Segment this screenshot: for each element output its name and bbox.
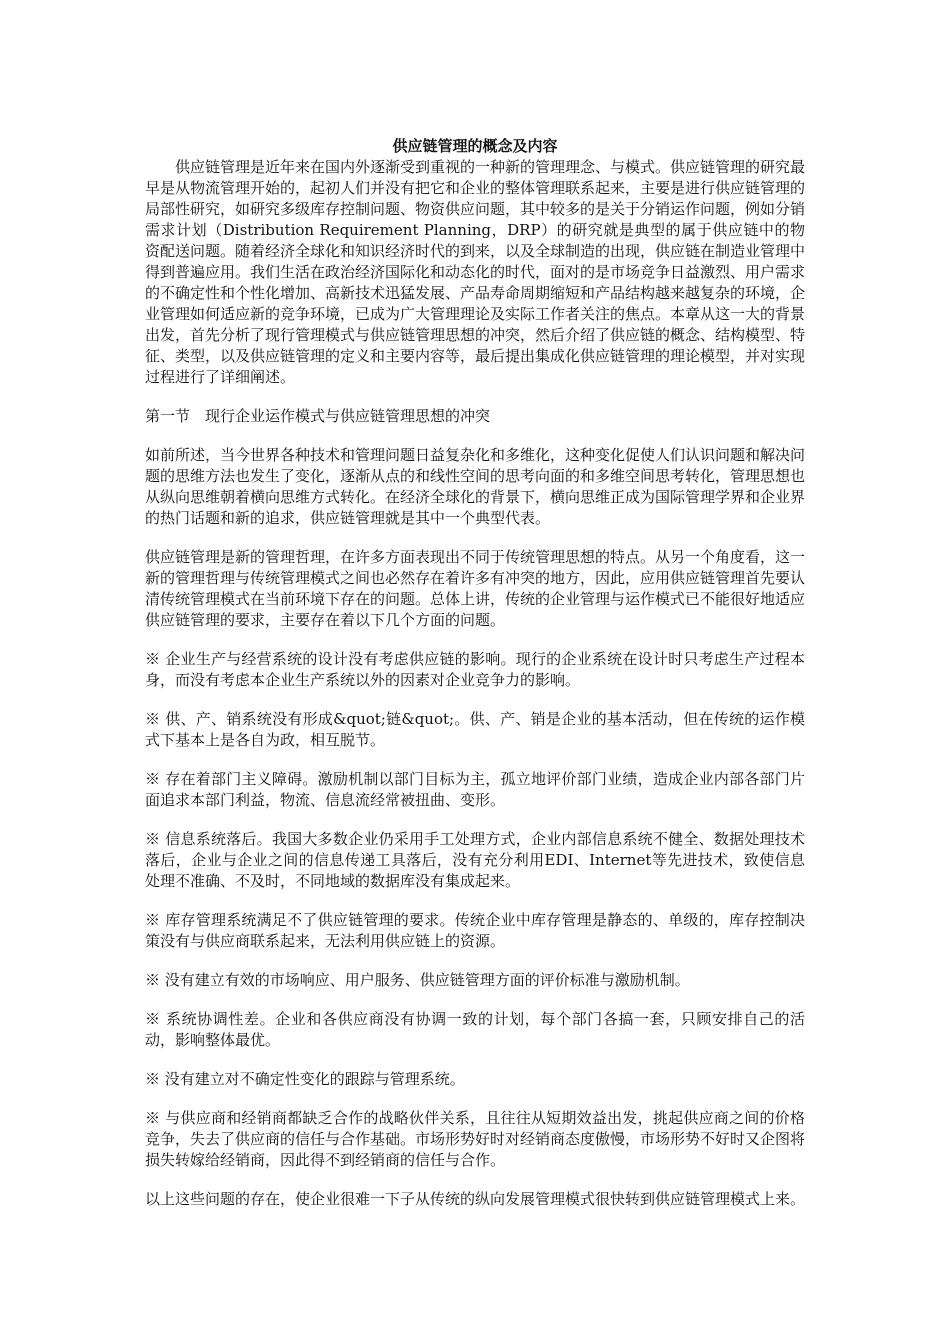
body-paragraph: 如前所述，当今世界各种技术和管理问题日益复杂化和多维化，这种变化促使人们认识问题和解决问题的思维方法也发生了变化，逐渐从点的和线性空间的思考向面的和多维空间思考转化，管理思想也从纵向思维朝着横向思维方式转化。在经济全球化的背景下，横向思维正成为国际管理学界和企业界的热门话题和新的追求，供应链管理就是其中一个典型代表。 bbox=[145, 446, 806, 527]
problem-item: ※ 存在着部门主义障碍。激励机制以部门目标为主，孤立地评价部门业绩，造成企业内部各部门片面追求本部门利益，物流、信息流经常被扭曲、变形。 bbox=[145, 770, 805, 809]
problem-item: ※ 库存管理系统满足不了供应链管理的要求。传统企业中库存管理是静态的、单级的，库存控制决策没有与供应商联系起来，无法利用供应链上的资源。 bbox=[145, 911, 805, 950]
problem-item: ※ 企业生产与经营系统的设计没有考虑供应链的影响。现行的企业系统在设计时只考虑生产过程本身，而没有考虑本企业生产系统以外的因素对企业竞争力的影响。 bbox=[145, 650, 805, 689]
problem-item: ※ 信息系统落后。我国大多数企业仍采用手工处理方式，企业内部信息系统不健全、数据处理技术落后，企业与企业之间的信息传递工具落后，没有充分利用EDI、Internet等先进技术，致使信息处理不准确、不及时，不同地域的数据库没有集成起来。 bbox=[145, 830, 805, 890]
problem-item: ※ 供、产、销系统没有形成&quot;链&quot;。供、产、销是企业的基本活动，但在传统的运作模式下基本上是各自为政，相互脱节。 bbox=[145, 710, 805, 749]
document-page bbox=[145, 136, 805, 1210]
problem-item: ※ 没有建立对不确定性变化的跟踪与管理系统。 bbox=[145, 1070, 465, 1088]
conclusion-paragraph: 以上这些问题的存在，使企业很难一下子从传统的纵向发展管理模式很快转到供应链管理模式上来。 bbox=[145, 1190, 806, 1208]
problem-item: ※ 系统协调性差。企业和各供应商没有协调一致的计划，每个部门各搞一套，只顾安排自己的活动，影响整体最优。 bbox=[145, 1010, 805, 1049]
intro-paragraph: 供应链管理是近年来在国内外逐渐受到重视的一种新的管理理念、与模式。供应链管理的研究最早是从物流管理开始的，起初人们并没有把它和企业的整体管理联系起来，主要是进行供应链管理的局部性研究，如研究多级库存控制问题、物资供应问题，其中较多的是关于分销运作问题，例如分销需求计划（Distribution Requirement Planning，DRP）的研究就是典型的属于供应链中的物资配送问题。随着经济全球化和知识经济时代的到来，以及全球制造的出现，供应链在制造业管理中得到普遍应用。我们生活在政治经济国际化和动态化的时代，面对的是市场竞争日益激烈、用户需求的不确定性和个性化增加、高新技术迅猛发展、产品寿命周期缩短和产品结构越来越复杂的环境，企业管理如何适应新的竞争环境，已成为广大管理理论及实际工作者关注的焦点。本章从这一大的背景出发，首先分析了现行管理模式与供应链管理思想的冲突，然后介绍了供应链的概念、结构模型、特征、类型，以及供应链管理的定义和主要内容等，最后提出集成化供应链管理的理论模型，并对实现过程进行了详细阐述。 bbox=[145, 158, 806, 386]
body-paragraph: 供应链管理是新的管理哲理，在许多方面表现出不同于传统管理思想的特点。从另一个角度看，这一新的管理哲理与传统管理模式之间也必然存在着许多有冲突的地方，因此，应用供应链管理首先要认清传统管理模式在当前环境下存在的问题。总体上讲，传统的企业管理与运作模式已不能很好地适应供应链管理的要求，主要存在着以下几个方面的问题。 bbox=[145, 548, 806, 629]
problem-item: ※ 没有建立有效的市场响应、用户服务、供应链管理方面的评价标准与激励机制。 bbox=[145, 971, 690, 989]
problem-item: ※ 与供应商和经销商都缺乏合作的战略伙伴关系，且往往从短期效益出发，挑起供应商之间的价格竞争，失去了供应商的信任与合作基础。市场形势好时对经销商态度傲慢，市场形势不好时又企图将损失转嫁给经销商，因此得不到经销商的信任与合作。 bbox=[145, 1109, 806, 1169]
section-heading: 第一节 现行企业运作模式与供应链管理思想的冲突 bbox=[145, 407, 491, 425]
document-title: 供应链管理的概念及内容 bbox=[392, 137, 558, 155]
